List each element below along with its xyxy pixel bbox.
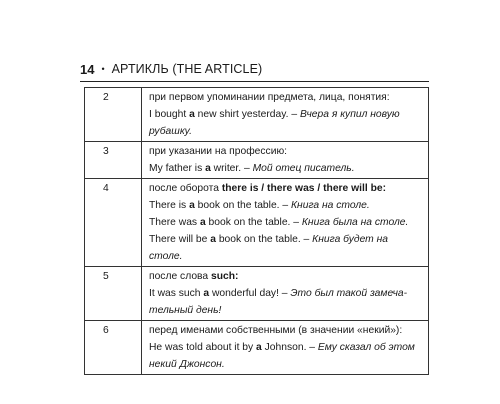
example-line xyxy=(149,285,424,302)
row-content xyxy=(142,267,429,321)
example-line xyxy=(149,214,424,231)
row-content xyxy=(142,88,429,142)
rule-text: перед именами собственными (в значении «некий»): xyxy=(149,325,403,336)
example-text: He was told about it by xyxy=(149,342,257,353)
example-text: book on the table. – xyxy=(194,200,291,211)
example-text: There was xyxy=(149,217,200,228)
row-content xyxy=(142,179,429,267)
table-row xyxy=(85,267,429,321)
article-word: a xyxy=(256,342,262,353)
row-number: 4 xyxy=(85,179,142,267)
translation: Ему сказал об этом xyxy=(317,342,415,353)
article-word: a xyxy=(205,163,211,174)
rule-text: при указании на профессию: xyxy=(149,146,288,157)
example-text: There is xyxy=(149,200,190,211)
translation-continued: столе. xyxy=(149,251,183,262)
example-line xyxy=(149,231,424,248)
example-text: Johnson. – xyxy=(261,342,318,353)
translation: Мой отец писатель. xyxy=(252,163,355,174)
header-rule xyxy=(80,81,429,82)
example-line xyxy=(149,197,424,214)
table-row xyxy=(85,321,429,375)
rule-text xyxy=(149,268,424,285)
row-number: 3 xyxy=(85,142,142,179)
table-row xyxy=(85,88,429,142)
row-content xyxy=(142,321,429,375)
translation-continued: рубашку. xyxy=(149,126,193,137)
page-number: 14 xyxy=(80,61,95,77)
row-number: 5 xyxy=(85,267,142,321)
bullet-icon: • xyxy=(101,64,105,74)
translation: Вчера я купил новую xyxy=(299,109,400,120)
rule-text-bold: such: xyxy=(211,271,239,282)
example-line xyxy=(149,339,424,356)
row-content xyxy=(142,142,429,179)
article-word: a xyxy=(210,234,216,245)
rule-text: при первом упоминании предмета, лица, понятия: xyxy=(149,92,390,103)
rule-text-plain: после оборота xyxy=(149,183,222,194)
example-text: There will be xyxy=(149,234,211,245)
example-text: book on the table. – xyxy=(205,217,302,228)
rule-text-plain: после слова xyxy=(149,271,211,282)
article-word: a xyxy=(199,217,206,228)
translation-continued: тельный день! xyxy=(149,305,222,316)
rule-text xyxy=(149,180,424,197)
translation: Книга была на столе. xyxy=(301,217,409,228)
table-row xyxy=(85,142,429,179)
row-number: 6 xyxy=(85,321,142,375)
article-word: a xyxy=(189,109,195,120)
example-text: new shirt yesterday. – xyxy=(194,109,300,120)
translation: Это был такой замеча- xyxy=(290,288,408,299)
example-text: I bought xyxy=(149,109,190,120)
example-line xyxy=(149,160,424,177)
translation: Книга будет на xyxy=(312,234,389,245)
example-text: book on the table. – xyxy=(215,234,313,245)
table-row xyxy=(85,179,429,267)
article-word: a xyxy=(203,288,210,299)
translation-continued: некий Джонсон. xyxy=(149,359,225,370)
rule-text-bold: there is / there was / there will be: xyxy=(221,183,387,194)
example-text: My father is xyxy=(149,163,206,174)
example-text: It was such xyxy=(149,288,204,299)
article-usage-table xyxy=(84,87,429,375)
article-word: a xyxy=(189,200,195,211)
translation: Книга на столе. xyxy=(290,200,370,211)
example-line xyxy=(149,106,424,123)
example-text: writer. – xyxy=(210,163,253,174)
example-text: wonderful day! – xyxy=(209,288,291,299)
section-title: АРТИКЛЬ (THE ARTICLE) xyxy=(111,62,263,76)
page-header xyxy=(80,60,262,78)
row-number: 2 xyxy=(85,88,142,142)
